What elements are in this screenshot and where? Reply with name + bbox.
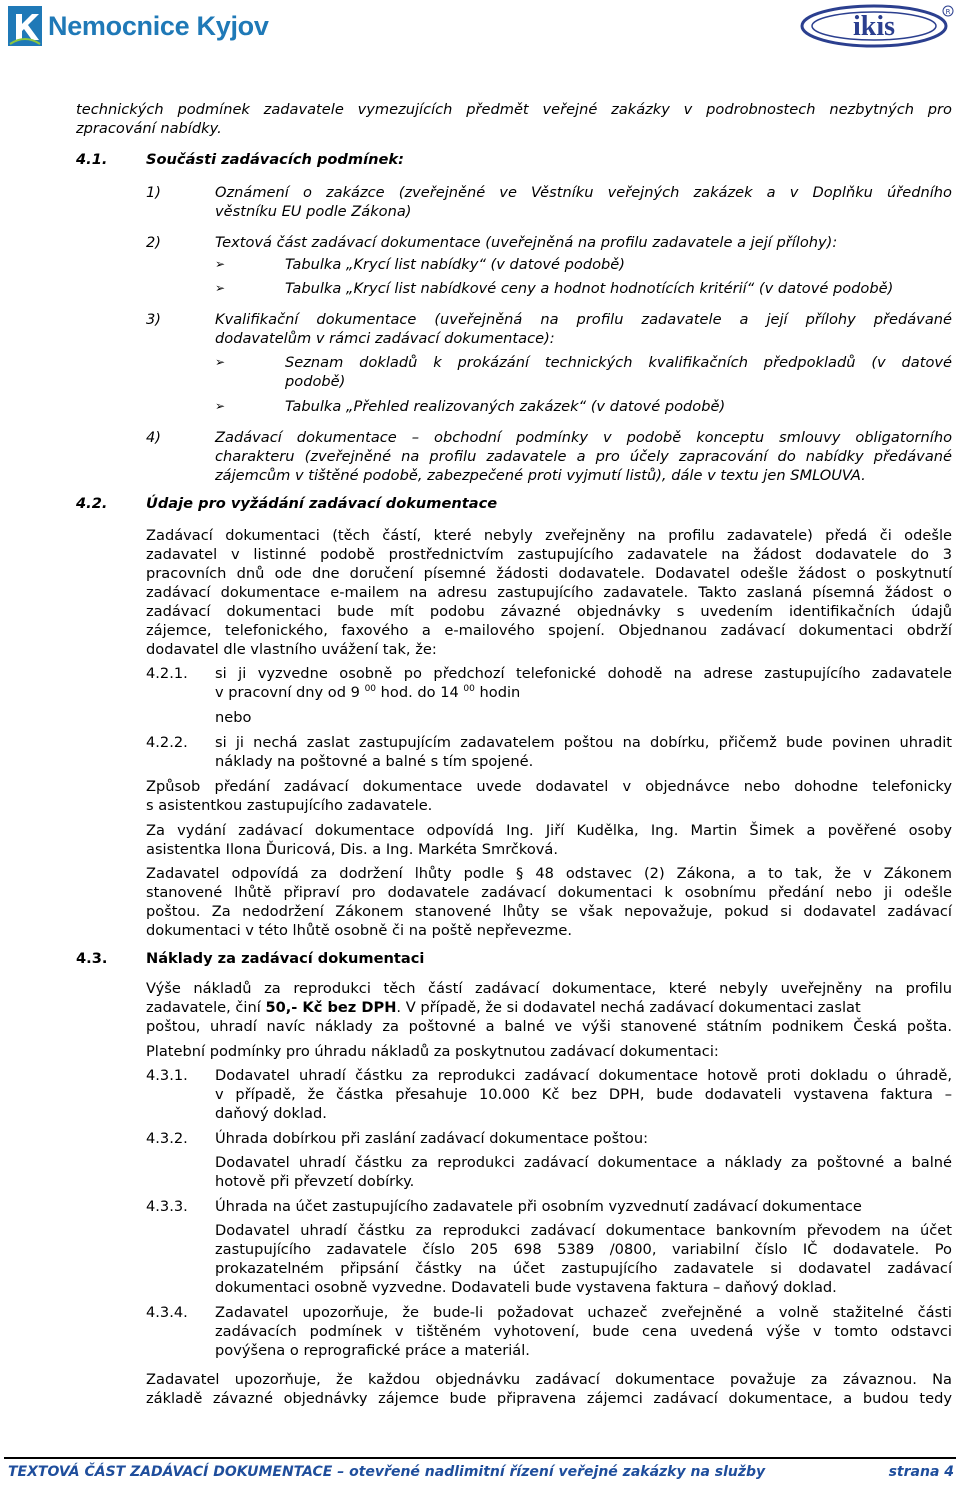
- paragraph-line: Úhrada na účet zastupujícího zadavatele při osobním vyzvednutí zadávací dokumentace: [215, 1198, 862, 1215]
- paragraph-line: Dodavatel uhradí částku za reprodukci zadávací dokumentace bankovním převodem na účet: [215, 1222, 952, 1239]
- page-number: strana 4: [888, 1464, 954, 1480]
- list-item-text: Kvalifikační dokumentace (uveřejněná na profilu zadavatele a její přílohy předávané: [215, 311, 952, 328]
- paragraph-line: daňový doklad.: [215, 1105, 327, 1122]
- section-number: 4.3.: [76, 950, 108, 967]
- section-title: Náklady za zadávací dokumentaci: [146, 950, 425, 967]
- list-number: 2): [146, 234, 161, 251]
- bullet-text: Tabulka „Krycí list nabídkové ceny a hodnot hodnotících kritérií“ (v datové podobě): [285, 280, 894, 297]
- footer-divider: [4, 1457, 956, 1459]
- subsection-number: 4.3.3.: [146, 1198, 188, 1215]
- paragraph-line: Platební podmínky pro úhradu nákladů za poskytnutou zadávací dokumentaci:: [146, 1043, 719, 1060]
- hospital-logo-text: Nemocnice Kyjov: [48, 10, 269, 41]
- paragraph-line: Úhrada dobírkou při zaslání zadávací dokumentace poštou:: [215, 1130, 648, 1147]
- paragraph-line: zadávací dokumentace e-mailem na adresu zastupujícího zadavatele. Takto zaslaná písemná žádost o: [146, 584, 952, 601]
- subsection-number: 4.2.2.: [146, 734, 188, 751]
- paragraph-line: v případě, že částka přesahuje 10.000 Kč bez DPH, bude dodavateli vystavena faktura –: [215, 1086, 952, 1103]
- paragraph-line: zadávacích podmínek v tištěném vyhotovení, bude cena uvedená výše v tomto odstavci: [215, 1323, 952, 1340]
- arrow-bullet-icon: ➢: [215, 281, 226, 295]
- list-item-text: Oznámení o zakázce (zveřejněné ve Věstníku veřejných zakázek a v Doplňku úředního: [215, 184, 952, 201]
- arrow-bullet-icon: ➢: [215, 355, 226, 369]
- paragraph-line: pracovních dnů ode dne doručení písemné žádosti dodavatele. Dodavatel odešle žádost o poskytnutí: [146, 565, 952, 582]
- paragraph-line: zastupujícího zadavatele číslo 205 698 5389 /0800, variabilní číslo IČ dodavatele. Po: [215, 1241, 952, 1258]
- paragraph-line: Dodavatel uhradí částku za reprodukci zadávací dokumentace a náklady za poštovné a balné: [215, 1154, 952, 1171]
- paragraph-line: Zadavatel upozorňuje, že bude-li požadovat uchazeč zveřejněné a volně stažitelné části: [215, 1304, 952, 1321]
- bullet-text: Tabulka „Přehled realizovaných zakázek“ (v datové podobě): [285, 398, 726, 415]
- hospital-logo: [8, 4, 269, 48]
- arrow-bullet-icon: ➢: [215, 399, 226, 413]
- intro-line: technických podmínek zadavatele vymezujících předmět veřejné zakázky v podrobnostech nezbytných pro: [76, 101, 952, 118]
- paragraph-line: s asistentkou zastupujícího zadavatele.: [146, 797, 433, 814]
- bullet-text: Seznam dokladů k prokázání technických kvalifikačních předpokladů (v datové: [285, 354, 952, 371]
- paragraph-line: si ji vyzvedne osobně po předchozí telefonické dohodě na adrese zastupujícího zadavatele: [215, 665, 952, 682]
- paragraph-line: Za vydání zadávací dokumentace odpovídá Ing. Jiří Kudělka, Ing. Martin Šimek a pověřené osoby: [146, 822, 952, 839]
- paragraph-line: poštou. Za nedodržení Zákonem stanovené lhůty se však nepovažuje, pokud si dodavatel zadávací: [146, 903, 952, 920]
- intro-line: zpracování nabídky.: [76, 120, 222, 137]
- paragraph-line: si ji nechá zaslat zastupujícím zadavatelem poštou na dobírku, přičemž bude povinen uhradit: [215, 734, 952, 751]
- paragraph-line: povýšena o reprografické práce a materiál.: [215, 1342, 530, 1359]
- arrow-bullet-icon: ➢: [215, 257, 226, 271]
- paragraph-line: Zadavatel odpovídá za dodržení lhůty podle § 48 odstavec (2) Zákona, a to tak, že v Zákonem: [146, 865, 952, 882]
- paragraph-line: Výše nákladů za reprodukci těch částí zadávací dokumentace, které nebyly uveřejněny na profilu: [146, 980, 952, 997]
- paragraph-line: zadavatele, činí 50,- Kč bez DPH. V případě, že si dodavatel nechá zadávací dokumentaci zaslat: [146, 999, 861, 1016]
- paragraph-line: náklady na poštovné a balné s tím spojené.: [215, 753, 534, 770]
- ikis-logo-text: ikis: [852, 11, 896, 42]
- list-item-text: charakteru (zveřejněné na profilu zadavatele a pro účely zapracování do nabídky předávané: [215, 448, 952, 465]
- section-number: 4.2.: [76, 495, 108, 512]
- paragraph-line: v pracovní dny od 9 $^{00}$ hod. do 14 $^{00}$ hodin: [215, 684, 521, 701]
- paragraph-line: Způsob předání zadávací dokumentace uvede dodavatel v objednávce nebo dohodne telefonicky: [146, 778, 952, 795]
- subsection-number: 4.3.2.: [146, 1130, 188, 1147]
- bullet-text: Tabulka „Krycí list nabídky“ (v datové podobě): [285, 256, 625, 273]
- paragraph-line: asistentka Ilona Ďuricová, Dis. a Ing. Markéta Smrčková.: [146, 841, 558, 858]
- list-item-text: Textová část zadávací dokumentace (uveřejněná na profilu zadavatele a její přílohy):: [215, 234, 838, 251]
- section-number: 4.1.: [76, 151, 108, 168]
- list-number: 4): [146, 429, 161, 446]
- list-number: 3): [146, 311, 161, 328]
- ikis-logo: [800, 2, 956, 50]
- svg-text:R: R: [945, 8, 951, 16]
- section-title: Součásti zadávacích podmínek:: [146, 151, 404, 168]
- paragraph-line: nebo: [215, 709, 252, 726]
- paragraph-line: zadávací dokumentaci bude mít podobu závazné objednávky s uvedením identifikačních údajů: [146, 603, 952, 620]
- section-title: Údaje pro vyžádání zadávací dokumentace: [146, 495, 498, 512]
- footer-title: TEXTOVÁ ČÁST ZADÁVACÍ DOKUMENTACE – otevřené nadlimitní řízení veřejné zakázky na služby: [8, 1464, 766, 1480]
- paragraph-line: zadavatel v listinné podobě prostřednictvím zastupujícího zadavatele na žádost dodavatele do 3: [146, 546, 952, 563]
- list-item-text: dodavatelům v rámci zadávací dokumentace):: [215, 330, 555, 347]
- paragraph-line: dodavatel dle vlastního uvážení tak, že:: [146, 641, 437, 658]
- paragraph-line: stanovené lhůtě připraví pro dodavatele zadávací dokumentaci k osobnímu předání nebo ji odešle: [146, 884, 952, 901]
- paragraph-line: základě závazné objednávky zájemce bude připravena zájemci zadávací dokumentace, a budou tedy: [146, 1390, 952, 1407]
- list-item-text: zájemcům v tištěné podobě, zabezpečené proti vyjmutí listů), dále v textu jen SMLOUVA.: [215, 467, 866, 484]
- subsection-number: 4.2.1.: [146, 665, 188, 682]
- list-item-text: Zadávací dokumentace – obchodní podmínky v podobě konceptu smlouvy obligatorního: [215, 429, 952, 446]
- paragraph-line: dokumentaci osobně vyzvedne. Dodavateli bude vystavena faktura – daňový doklad.: [215, 1279, 837, 1296]
- subsection-number: 4.3.4.: [146, 1304, 188, 1321]
- paragraph-line: prokazatelném připsání částky na účet zastupujícího zadavatele si dodavatel zadávací: [215, 1260, 952, 1277]
- list-item-text: věstníku EU podle Zákona): [215, 203, 412, 220]
- hospital-logo-mark-icon: [8, 6, 42, 46]
- paragraph-line: Zadavatel upozorňuje, že každou objednávku zadávací dokumentace považuje za závaznou. Na: [146, 1371, 952, 1388]
- bullet-text: podobě): [285, 373, 346, 390]
- paragraph-line: poštou, uhradí navíc náklady za poštovné a balné ve výši stanovené státním podnikem Česká pošta.: [146, 1018, 952, 1035]
- paragraph-line: Zadávací dokumentaci (těch částí, které nebyly zveřejněny na profilu zadavatele) předá či odešle: [146, 527, 952, 544]
- paragraph-line: Dodavatel uhradí částku za reprodukci zadávací dokumentace hotově proti dokladu o úhradě,: [215, 1067, 952, 1084]
- paragraph-line: dokumentaci v této lhůtě osobně či na poště nepřevezme.: [146, 922, 572, 939]
- subsection-number: 4.3.1.: [146, 1067, 188, 1084]
- paragraph-line: zájemce, telefonického, faxového a e-mailového spojení. Objednanou zadávací dokumentaci obdrží: [146, 622, 952, 639]
- list-number: 1): [146, 184, 161, 201]
- paragraph-line: hotově při převzetí dobírky.: [215, 1173, 415, 1190]
